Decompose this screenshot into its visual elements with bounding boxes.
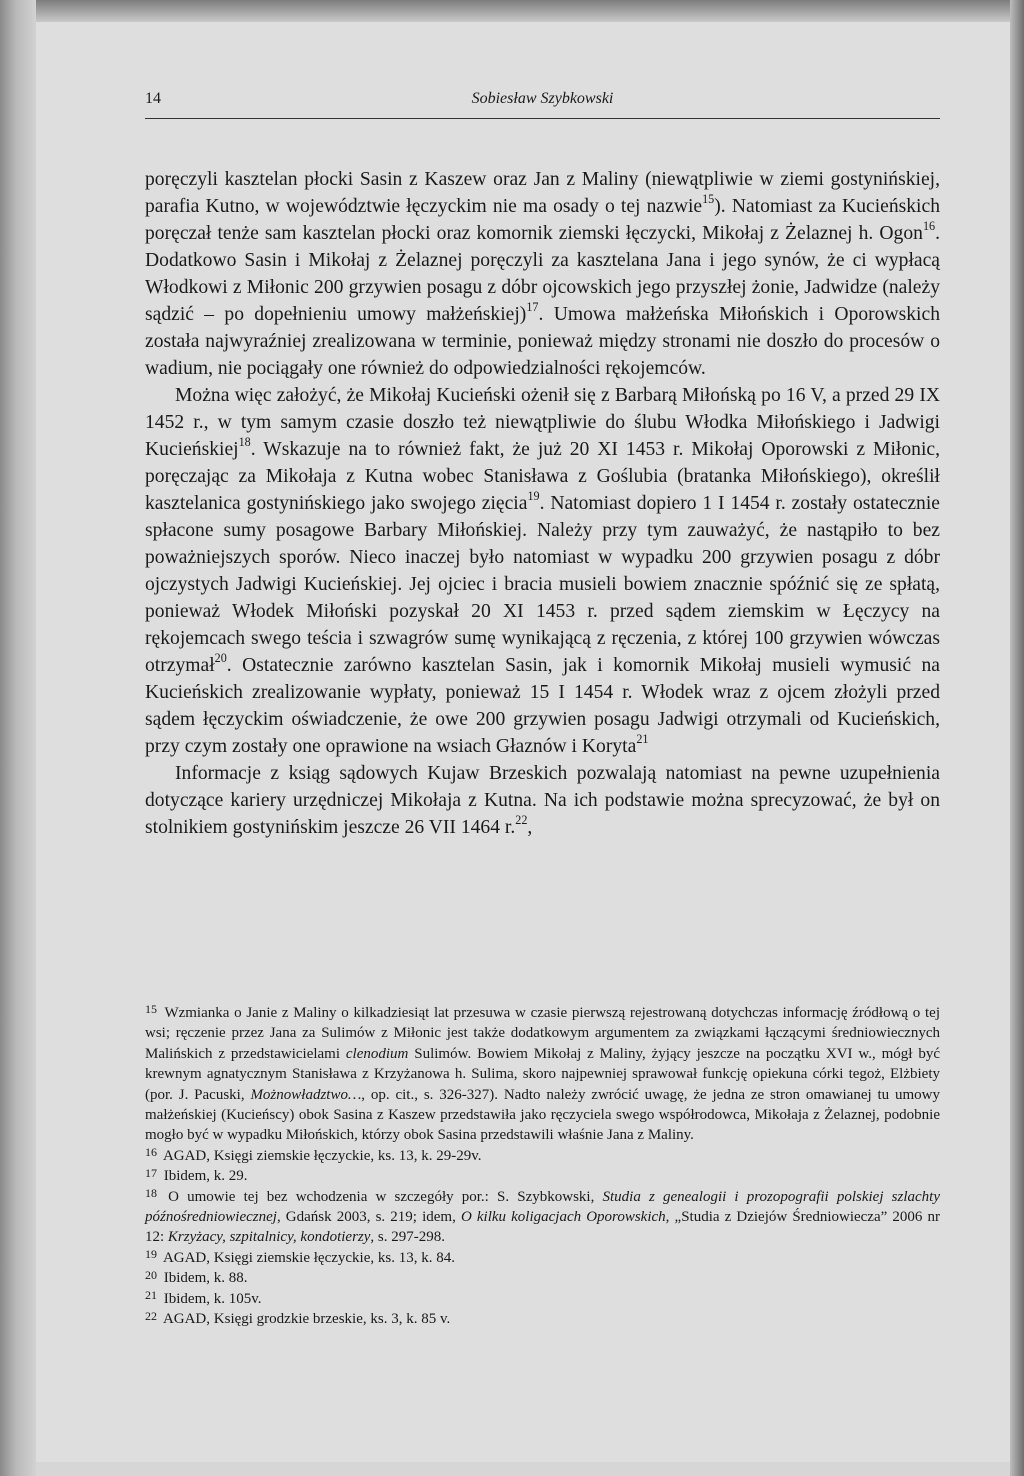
footnote-ref-17[interactable]: 17: [526, 299, 539, 314]
footnote-17: [145, 1166, 940, 1186]
footnote-22: [145, 1309, 940, 1329]
footnote-number: 16: [145, 1145, 157, 1160]
text-run: poręczyli kasztelan płocki Sasin z Kaszew oraz Jan z Maliny (niewątpliwie w ziemi gostynińskiej, parafia Kutno, w województwie łęczyckim nie ma osady o tej nazwie: [145, 169, 940, 217]
footnote-italic: Możnowładztwo…: [250, 1086, 362, 1103]
footnote-number: 15: [145, 1002, 157, 1017]
footnotes: [145, 1003, 940, 1330]
scan-left-edge: [0, 0, 36, 1476]
footnote-text: Ibidem, k. 29.: [163, 1168, 248, 1185]
footnote-text: , s. 297-298.: [370, 1229, 445, 1246]
footnote-20: [145, 1268, 940, 1288]
footnote-text: Ibidem, k. 88.: [163, 1270, 248, 1287]
paragraph-3: [145, 760, 940, 841]
footnote-text: AGAD, Księgi ziemskie łęczyckie, ks. 13, k. 84.: [162, 1249, 455, 1266]
footnote-italic: O kilku koligacjach Oporowskich: [460, 1209, 666, 1226]
footnote-18: [145, 1187, 940, 1248]
running-author: Sobiesław Szybkowski: [471, 90, 614, 107]
text-run: . Ostatecznie zarówno kasztelan Sasin, jak i komornik Mikołaj musieli wymusić na Kucieńskich zrealizowanie wypłaty, ponieważ 15 I 1454 r. Włodek wraz z ojcem złożyli przed sądem łęczyckim oświadczenie, że owe 200 grzywien posagu Jadwigi otrzymali od Kucieńskich, przy czym zostały one oprawione na wsiach Głaznów i Koryta: [145, 655, 940, 757]
footnote-16: [145, 1146, 940, 1166]
footnote-19: [145, 1248, 940, 1268]
footnote-number: 18: [145, 1186, 157, 1201]
footnote-text: O umowie tej bez wchodzenia w szczegóły por.: S. Szybkowski,: [168, 1188, 603, 1205]
text-run: ). Natomiast za Kucieńskich poręczał tenże sam kasztelan płocki oraz komornik ziemski łęczycki, Mikołaj z Żelaznej h. Ogon: [145, 196, 940, 244]
footnote-number: 17: [145, 1165, 157, 1180]
footnote-number: 21: [145, 1288, 157, 1303]
main-text: [145, 166, 940, 841]
footnote-text: , Gdańsk 2003, s. 219; idem,: [276, 1209, 461, 1226]
footnote-text: , op. cit., s. 326-327). Nadto należy zwrócić uwagę, że jedna ze stron omawianej tu umowy małżeńskiej (Kucieńscy) obok Sasina z Kaszew przedstawiła jako ręczyciela swego współrodowca, Mikołaja z Żelaznej, podobnie mogło być w wypadku Miłońskich, którzy obok Sasina przedstawili właśnie Jana z Maliny.: [145, 1086, 940, 1144]
footnote-text: AGAD, Księgi grodzkie brzeskie, ks. 3, k. 85 v.: [162, 1311, 451, 1328]
text-run: . Umowa małżeńska Miłońskich i Oporowskich została najwyraźniej zrealizowana w terminie, ponieważ między stronami nie doszło do procesów o wadium, nie pociągały one również do odpowiedzialności rękojemców.: [145, 304, 940, 379]
footnote-italic: Studia z genealogii i prozopografii polskiej szlachty późnośredniowiecznej: [145, 1188, 940, 1226]
scan-right-edge: [1010, 0, 1024, 1476]
footnote-text: Sulimów. Bowiem Mikołaj z Maliny, żyjący jeszcze na początku XVI w., mógł być krewnym agnatycznym Stanisława z Krzyżanowa h. Sulima, skoro najpewniej sprawował funkcję opiekuna córki tegoż, Elżbiety (por. J. Pacuski,: [145, 1045, 940, 1103]
footnote-text: Ibidem, k. 105v.: [163, 1290, 262, 1307]
page-number: 14: [145, 90, 161, 107]
text-run: ,: [527, 817, 533, 838]
footnote-21: [145, 1289, 940, 1309]
footnote-ref-21[interactable]: 21: [636, 731, 649, 746]
footnote-text: AGAD, Księgi ziemskie łęczyckie, ks. 13, k. 29-29v.: [162, 1147, 482, 1164]
footnote-ref-22[interactable]: 22: [515, 812, 528, 827]
footnote-italic: Krzyżacy, szpitalnicy, kondotierzy: [167, 1229, 371, 1246]
text-run: Informacje z ksiąg sądowych Kujaw Brzeskich pozwalają natomiast na pewne uzupełnienia dotyczące kariery urzędniczej Mikołaja z Kutna. Na ich podstawie można sprecyzować, że był on stolnikiem gostynińskim jeszcze 26 VII 1464 r.: [145, 763, 940, 838]
text-run: Można więc założyć, że Mikołaj Kucieński ożenił się z Barbarą Miłońską po 16 V, a przed 29 IX 1452 r., w tym samym czasie doszło też niewątpliwie do ślubu Włodka Miłońskiego i Jadwigi Kucieńskiej: [145, 385, 940, 460]
footnote-italic: clenodium: [345, 1045, 409, 1062]
footnote-ref-18[interactable]: 18: [238, 434, 251, 449]
text-run: . Dodatkowo Sasin i Mikołaj z Żelaznej poręczyli za kasztelana Jana i jego synów, że ci wypłacą Włodkowi z Miłonic 200 grzywien posagu z dóbr ojcowskich jego przyszłej żonie, Jadwidze (należy sądzić – po dopełnieniu umowy małżeńskiej): [145, 223, 940, 325]
text-run: . Wskazuje na to również fakt, że już 20 XI 1453 r. Mikołaj Oporowski z Miłonic, poręczając za Mikołaja z Kutna wobec Stanisława z Goślubia (bratanka Miłońskiego), określił kasztelanica gostynińskiego jako swojego zięcia: [145, 439, 940, 514]
text-run: . Natomiast dopiero 1 I 1454 r. zostały ostatecznie spłacone sumy posagowe Barbary Miłońskiej. Należy przy tym zauważyć, że nastąpiło to bez poważniejszych sporów. Nieco inaczej było natomiast w wypadku 200 grzywien posagu z dóbr ojczystych Jadwigi Kucieńskiej. Jej ojciec i bracia musieli bowiem znacznie spóźnić się ze spłatą, ponieważ Włodek Miłoński pozyskał 20 XI 1453 r. przed sądem ziemskim w Łęczycy na rękojemcach swego teścia i szwagrów sumę wynikającą z ręczenia, z której 100 grzywien wówczas otrzymał: [145, 493, 940, 676]
footnote-ref-19[interactable]: 19: [527, 488, 540, 503]
footnote-15: [145, 1003, 940, 1146]
footnote-number: 22: [145, 1308, 157, 1323]
running-header: [145, 90, 940, 119]
footnote-ref-15[interactable]: 15: [702, 191, 715, 206]
paragraph-1: [145, 166, 940, 382]
footnote-ref-16[interactable]: 16: [922, 218, 936, 233]
paragraph-2: [145, 382, 940, 760]
footnote-number: 20: [145, 1267, 157, 1282]
footnote-text: Wzmianka o Janie z Maliny o kilkadziesiąt lat przesuwa w czasie pierwszą rejestrowaną dotychczas informację źródłową o tej wsi; ręczenie przez Jana za Sulimów z Miłonic jest także dodatkowym argumentem za związkami łączącymi średniowiecznych Malińskich z przedstawicielami: [145, 1005, 940, 1062]
footnote-number: 19: [145, 1247, 157, 1262]
footnote-text: , „Studia z Dziejów Średniowiecza” 2006 nr 12:: [145, 1209, 940, 1246]
footnote-ref-20[interactable]: 20: [214, 650, 227, 665]
